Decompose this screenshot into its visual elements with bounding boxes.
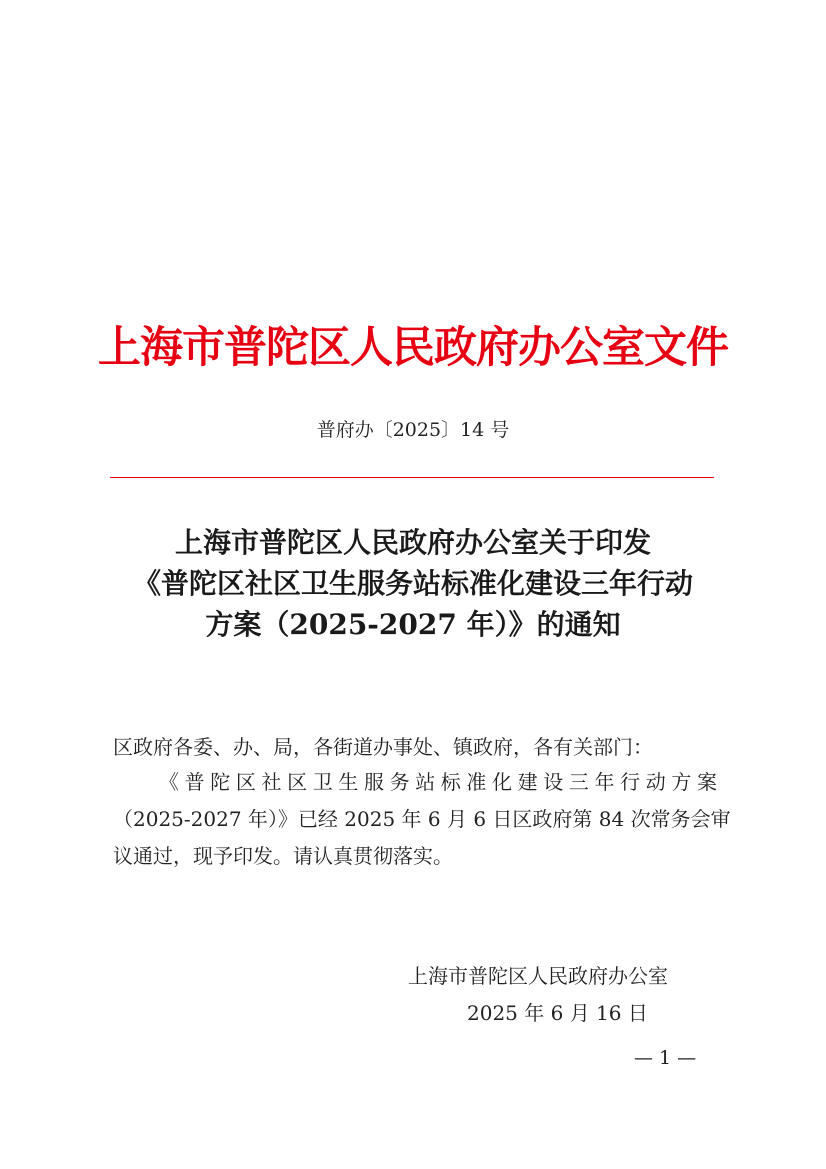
body-paragraph-line-1: 《普陀区社区卫生服务站标准化建设三年行动方案 [159,770,717,794]
signature-date: 2025 年 6 月 16 日 [467,1001,648,1025]
body-paragraph-line-2: （2025-2027 年）》已经 2025 年 6 月 6 日区政府第 84 次常务会审 [113,807,731,831]
document-title [0,522,826,645]
issuer-header-title: 上海市普陀区人民政府办公室文件 [98,323,728,373]
document-title-line-1: 上海市普陀区人民政府办公室关于印发 [174,526,651,559]
signature-organization: 上海市普陀区人民政府办公室 [408,964,668,988]
red-separator-line [110,477,714,478]
body-paragraph-line-3: 议通过，现予印发。请认真贯彻落实。 [113,844,453,868]
document-number: 普府办〔2025〕14 号 [316,419,510,441]
document-title-line-2: 《普陀区社区卫生服务站标准化建设三年行动 [132,567,693,600]
addressees: 区政府各委、办、局，各街道办事处、镇政府，各有关部门： [113,735,653,759]
document-title-line-3: 方案（2025-2027 年）》的通知 [205,608,621,641]
page-number: — 1 — [634,1047,697,1069]
body-paragraph [113,764,731,875]
